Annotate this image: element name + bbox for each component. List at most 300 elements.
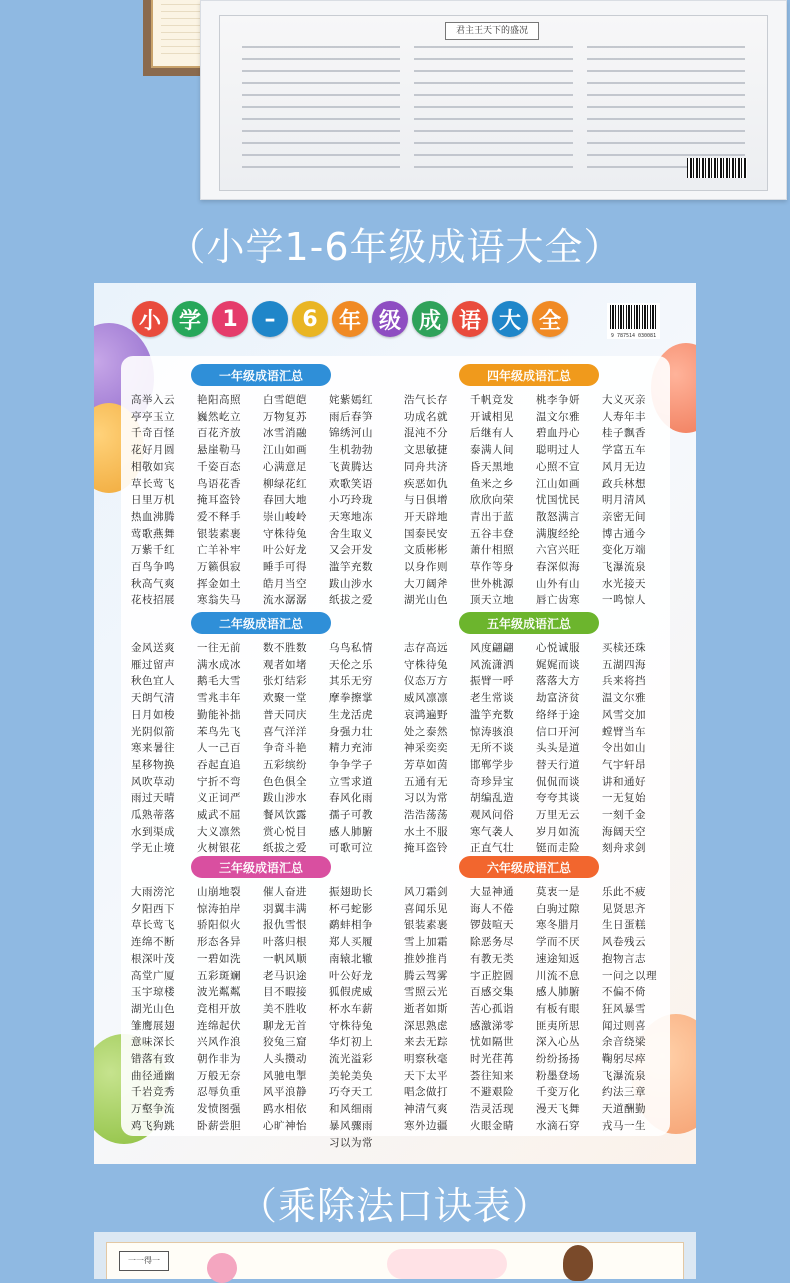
idiom-item: 美轮美奂 (329, 1069, 373, 1082)
idiom-item: 同舟共济 (404, 460, 448, 473)
idiom-item: 处之泰然 (404, 725, 448, 738)
idiom-item: 飞瀑流泉 (602, 1069, 646, 1082)
idiom-item: 风吹草动 (131, 775, 175, 788)
idiom-item: 巍然屹立 (197, 410, 241, 423)
idiom-item: 寒翁失马 (197, 594, 241, 607)
idiom-item: 纷纷扬扬 (536, 1053, 580, 1066)
idiom-item: 雪照云光 (404, 986, 448, 999)
idiom-item: 诲人不倦 (470, 902, 514, 915)
idiom-item: 皓月当空 (263, 577, 307, 590)
idiom-item: 习以为常 (329, 1136, 373, 1149)
idiom-item: 跋山涉水 (329, 577, 373, 590)
idiom-item: 一鸣惊人 (602, 594, 646, 607)
idiom-item: 流水潺潺 (263, 594, 307, 607)
idiom-item: 风刀霜剑 (404, 886, 448, 898)
idiom-item: 雨后春笋 (329, 410, 373, 423)
idiom-item: 悬崖勒马 (197, 444, 241, 457)
idiom-item: 五彩缤纷 (263, 758, 307, 771)
idiom-column (197, 392, 261, 609)
idiom-item: 习以为常 (404, 792, 448, 805)
idiom-item: 银装素裹 (197, 527, 241, 540)
idiom-column (404, 884, 468, 1135)
idiom-item: 水滴石穿 (536, 1119, 580, 1132)
idiom-item: 郑人买履 (329, 936, 373, 949)
idiom-column (536, 884, 600, 1135)
idiom-item: 聪明过人 (536, 444, 580, 457)
idiom-item: 温文尔雅 (536, 410, 580, 423)
idiom-item: 骄阳似火 (197, 919, 241, 932)
idiom-item: 惊涛拍岸 (197, 902, 241, 915)
title-char: 全 (532, 301, 568, 337)
idiom-item: 风卷残云 (602, 936, 646, 949)
idiom-item: 邯郸学步 (470, 758, 514, 771)
idiom-item: 老马识途 (263, 969, 307, 982)
idiom-column (329, 884, 393, 1151)
idiom-column (197, 640, 261, 857)
idiom-item: 朝作非为 (197, 1053, 241, 1066)
idiom-item: 来去无踪 (404, 1036, 448, 1049)
idiom-item: 普天同庆 (263, 708, 307, 721)
idiom-item: 宇正腔圆 (470, 969, 514, 982)
multiplication-poster-preview (94, 1232, 696, 1279)
idiom-item: 疾恶如仇 (404, 477, 448, 490)
idiom-item: 精力充沛 (329, 742, 373, 755)
idiom-item: 螳臂当车 (602, 725, 646, 738)
idiom-item: 一无复始 (602, 792, 646, 805)
idiom-item: 发愤图强 (197, 1103, 241, 1116)
idiom-item: 风平浪静 (263, 1086, 307, 1099)
idiom-item: 杯水车薪 (329, 1002, 373, 1015)
idiom-column (536, 640, 600, 857)
idiom-item: 六宫兴旺 (536, 544, 580, 557)
idiom-item: 意味深长 (131, 1036, 175, 1049)
idiom-grid (131, 392, 393, 609)
idiom-item: 冰雪消融 (263, 427, 307, 440)
idiom-item: 小巧玲珑 (329, 494, 373, 507)
idiom-grid (131, 640, 393, 857)
idiom-item: 根深叶茂 (131, 952, 175, 965)
idiom-item: 目不暇接 (263, 986, 307, 999)
idiom-item: 除恶务尽 (470, 936, 514, 949)
idiom-item: 火眼金睛 (470, 1119, 514, 1132)
idiom-item: 守株待兔 (404, 658, 448, 671)
idiom-item: 五谷丰登 (470, 527, 514, 540)
idiom-item: 报仇雪恨 (263, 919, 307, 932)
idiom-item: 白雪皑皑 (263, 394, 307, 406)
idiom-item: 叶公好龙 (329, 969, 373, 982)
idiom-item: 桃李争妍 (536, 394, 580, 406)
title-char: 级 (372, 301, 408, 337)
idiom-item: 亲密无间 (602, 510, 646, 523)
idiom-item: 振臂一呼 (470, 675, 514, 688)
idiom-item: 姹紫嫣红 (329, 394, 373, 406)
idiom-item: 水光接天 (602, 577, 646, 590)
idiom-item: 连绵不断 (131, 936, 175, 949)
barcode (607, 303, 660, 339)
girl-illustration-icon (563, 1245, 593, 1281)
idiom-item: 卧薪尝胆 (197, 1119, 241, 1132)
idiom-item: 兴风作浪 (197, 1036, 241, 1049)
decoration-banner (387, 1249, 507, 1279)
title-char: 大 (492, 301, 528, 337)
idiom-item: 万里无云 (536, 809, 580, 822)
idiom-item: 老生常谈 (470, 692, 514, 705)
title-char: 1 (212, 301, 248, 337)
idiom-item: 泰满人间 (470, 444, 514, 457)
idiom-item: 星移物换 (131, 758, 175, 771)
idiom-item: 鸥水相依 (263, 1103, 307, 1116)
idiom-item: 逝者如斯 (404, 1002, 448, 1015)
idiom-item: 满水成冰 (197, 658, 241, 671)
idiom-item: 万物复苏 (263, 410, 307, 423)
idiom-column (329, 392, 393, 609)
idiom-item: 人头攒动 (263, 1053, 307, 1066)
idiom-item: 狂风暴雪 (602, 1002, 646, 1015)
idiom-column (602, 884, 666, 1135)
idiom-item: 湖光山色 (131, 1002, 175, 1015)
idiom-item: 开诚相见 (470, 410, 514, 423)
idiom-item: 神采奕奕 (404, 742, 448, 755)
idiom-item: 岁月如流 (536, 825, 580, 838)
idiom-item: 见贤思齐 (602, 902, 646, 915)
idiom-item: 满腹经纶 (536, 527, 580, 540)
idiom-item: 唱念做打 (404, 1086, 448, 1099)
idiom-column (131, 640, 195, 857)
idiom-item: 信口开河 (536, 725, 580, 738)
idiom-item: 锦绣河山 (329, 427, 373, 440)
idiom-item: 振翅助长 (329, 886, 373, 898)
idiom-item: 侃侃而谈 (536, 775, 580, 788)
idiom-item: 舍生取义 (329, 527, 373, 540)
idiom-item: 立雪求道 (329, 775, 373, 788)
idiom-item: 其乐无穷 (329, 675, 373, 688)
idiom-item: 曲径通幽 (131, 1069, 175, 1082)
idiom-item: 欢歌笑语 (329, 477, 373, 490)
idiom-item: 仪态万方 (404, 675, 448, 688)
idiom-item: 速途知返 (536, 952, 580, 965)
idiom-item: 一碧如洗 (197, 952, 241, 965)
idiom-item: 争奇斗艳 (263, 742, 307, 755)
idiom-item: 昏天黑地 (470, 460, 514, 473)
idiom-item: 亡羊补牢 (197, 544, 241, 557)
idiom-item: 大义灭亲 (602, 394, 646, 406)
idiom-item: 火树银花 (197, 842, 241, 855)
idiom-item: 志存高远 (404, 642, 448, 654)
idiom-item: 一帆风顺 (263, 952, 307, 965)
idiom-item: 开天辟地 (404, 510, 448, 523)
title-char: – (252, 301, 288, 337)
idiom-item: 玉宇琼楼 (131, 986, 175, 999)
idiom-item: 雏鹰展翅 (131, 1019, 175, 1032)
idiom-item: 人一己百 (197, 742, 241, 755)
idiom-item: 余音绕梁 (602, 1036, 646, 1049)
idiom-item: 兵来将挡 (602, 675, 646, 688)
idiom-item: 国泰民安 (404, 527, 448, 540)
idiom-item: 心照不宣 (536, 460, 580, 473)
idiom-item: 变化万端 (602, 544, 646, 557)
idiom-item: 后继有人 (470, 427, 514, 440)
barcode-icon (687, 158, 747, 178)
idiom-item: 学而不厌 (536, 936, 580, 949)
idiom-item: 雨过天晴 (131, 792, 175, 805)
idiom-column (602, 392, 666, 609)
idiom-item: 江山如画 (536, 477, 580, 490)
idiom-item: 抱物言志 (602, 952, 646, 965)
idiom-item: 世外桃源 (470, 577, 514, 590)
idiom-item: 无所不谈 (470, 742, 514, 755)
idiom-item: 叶公好龙 (263, 544, 307, 557)
idiom-item: 春回大地 (263, 494, 307, 507)
idiom-item: 欣欣向荣 (470, 494, 514, 507)
idiom-item: 瓜熟蒂落 (131, 809, 175, 822)
idiom-item: 鹅毛大雪 (197, 675, 241, 688)
idiom-item: 连绵起伏 (197, 1019, 241, 1032)
idiom-item: 热血沸腾 (131, 510, 175, 523)
idiom-item: 千奇百怪 (131, 427, 175, 440)
idiom-item: 雪上加霜 (404, 936, 448, 949)
idiom-item: 鱼米之乡 (470, 477, 514, 490)
idiom-item: 令出如山 (602, 742, 646, 755)
idiom-item: 五通有无 (404, 775, 448, 788)
idiom-item: 约法三章 (602, 1086, 646, 1099)
idiom-item: 生日蛋糕 (602, 919, 646, 932)
idiom-item: 青出于蓝 (470, 510, 514, 523)
idiom-item: 雁过留声 (131, 658, 175, 671)
idiom-item: 叶落归根 (263, 936, 307, 949)
idiom-item: 乌鸟私情 (329, 642, 373, 654)
idiom-item: 竞相开放 (197, 1002, 241, 1015)
idiom-item: 络绎于途 (536, 708, 580, 721)
idiom-item: 以身作则 (404, 561, 448, 574)
idiom-item: 心悦诚服 (536, 642, 580, 654)
top-preview-area (0, 0, 790, 205)
idiom-item: 风流潇洒 (470, 658, 514, 671)
idiom-item: 夸夸其谈 (536, 792, 580, 805)
idiom-item: 千帆竞发 (470, 394, 514, 406)
idiom-item: 推妙推肖 (404, 952, 448, 965)
idiom-item: 守株待兔 (329, 1019, 373, 1032)
idiom-column (536, 392, 600, 609)
idiom-item: 湖光山色 (404, 594, 448, 607)
section-heading: 二年级成语汇总 (191, 612, 331, 634)
section-heading: 三年级成语汇总 (191, 856, 331, 878)
idiom-item: 百鸟争鸣 (131, 561, 175, 574)
idiom-item: 买椟还珠 (602, 642, 646, 654)
idiom-item: 雪兆丰年 (197, 692, 241, 705)
idiom-item: 亭亭玉立 (131, 410, 175, 423)
idiom-item: 苯鸟先飞 (197, 725, 241, 738)
idiom-item: 腾云驾雾 (404, 969, 448, 982)
idiom-item: 唇亡齿寒 (536, 594, 580, 607)
idiom-item: 流光溢彩 (329, 1053, 373, 1066)
idiom-item: 草作等身 (470, 561, 514, 574)
idiom-item: 威武不屈 (197, 809, 241, 822)
idiom-item: 身强力壮 (329, 725, 373, 738)
idiom-item: 又会开发 (329, 544, 373, 557)
idiom-item: 博古通今 (602, 527, 646, 540)
idiom-item: 宁折不弯 (197, 775, 241, 788)
idiom-grid (131, 884, 393, 1151)
idiom-item: 聊龙无首 (263, 1019, 307, 1032)
idiom-item: 餐风饮露 (263, 809, 307, 822)
idiom-column (263, 392, 327, 609)
idiom-item: 生机勃勃 (329, 444, 373, 457)
idiom-item: 与日俱增 (404, 494, 448, 507)
idiom-item: 柳绿花红 (263, 477, 307, 490)
idiom-item: 气宇轩昂 (602, 758, 646, 771)
idiom-item: 深入心丛 (536, 1036, 580, 1049)
idiom-item: 千变万化 (536, 1086, 580, 1099)
idiom-item: 川流不息 (536, 969, 580, 982)
idiom-item: 锣鼓喧天 (470, 919, 514, 932)
idiom-column (263, 640, 327, 857)
title-char: 学 (172, 301, 208, 337)
idiom-item: 秋高气爽 (131, 577, 175, 590)
idiom-item: 天道酬勤 (602, 1103, 646, 1116)
idiom-item: 粉墨登场 (536, 1069, 580, 1082)
idiom-item: 孺子可教 (329, 809, 373, 822)
idiom-item: 错落有致 (131, 1053, 175, 1066)
idiom-item: 海阔天空 (602, 825, 646, 838)
poster-title (132, 301, 568, 337)
idiom-item: 替天行道 (536, 758, 580, 771)
idiom-item: 艳阳高照 (197, 394, 241, 406)
idiom-column (470, 640, 534, 857)
idiom-item: 学无止境 (131, 842, 175, 855)
idiom-column (602, 640, 666, 857)
idiom-item: 催人奋进 (263, 886, 307, 898)
idiom-item: 戎马一生 (602, 1119, 646, 1132)
idiom-item: 浩灵活现 (470, 1103, 514, 1116)
idiom-item: 春风化雨 (329, 792, 373, 805)
idiom-item: 欢聚一堂 (263, 692, 307, 705)
idiom-item: 睡手可得 (263, 561, 307, 574)
idiom-item: 风月无边 (602, 460, 646, 473)
idiom-item: 争争学子 (329, 758, 373, 771)
idiom-item: 浩浩荡荡 (404, 809, 448, 822)
idiom-item: 和风细雨 (329, 1103, 373, 1116)
idiom-item: 心旷神怡 (263, 1119, 307, 1132)
idiom-item: 相敬如宾 (131, 460, 175, 473)
idiom-item: 山外有山 (536, 577, 580, 590)
title-char: 6 (292, 301, 328, 337)
idiom-item: 奇珍异宝 (470, 775, 514, 788)
idiom-item: 美不胜收 (263, 1002, 307, 1015)
idiom-column (197, 884, 261, 1151)
idiom-item: 滥竽充数 (470, 708, 514, 721)
idiom-item: 花好月圆 (131, 444, 175, 457)
caption-idioms: （小学1-6年级成语大全） (167, 225, 623, 269)
idiom-column (470, 392, 534, 609)
idiom-item: 芳草如茵 (404, 758, 448, 771)
title-char: 成 (412, 301, 448, 337)
idiom-item: 威风凛凛 (404, 692, 448, 705)
idiom-item: 鞠躬尽瘁 (602, 1053, 646, 1066)
idiom-item: 吞起直追 (197, 758, 241, 771)
idiom-item: 生龙活虎 (329, 708, 373, 721)
idiom-item: 劫富济贫 (536, 692, 580, 705)
idiom-item: 有教无类 (470, 952, 514, 965)
idiom-item: 铤而走险 (536, 842, 580, 855)
idiom-item: 头头是道 (536, 742, 580, 755)
idiom-item: 一问之以理 (602, 969, 657, 982)
idiom-item: 羽翼丰满 (263, 902, 307, 915)
idiom-item: 飞瀑流泉 (602, 561, 646, 574)
idiom-item: 寒外边疆 (404, 1119, 448, 1132)
idiom-item: 摩拳擦掌 (329, 692, 373, 705)
idiom-item: 忍辱负重 (197, 1086, 241, 1099)
section-heading: 四年级成语汇总 (459, 364, 599, 386)
idiom-item: 千姿百态 (197, 460, 241, 473)
idiom-item: 忧国忧民 (536, 494, 580, 507)
idiom-item: 寒来暑往 (131, 742, 175, 755)
idiom-item: 观者如堵 (263, 658, 307, 671)
idiom-item: 日月如梭 (131, 708, 175, 721)
idiom-item: 喜气洋洋 (263, 725, 307, 738)
idiom-item: 五彩斑斓 (197, 969, 241, 982)
idiom-item: 明察秋毫 (404, 1053, 448, 1066)
idiom-item: 顶天立地 (470, 594, 514, 607)
title-char: 小 (132, 301, 168, 337)
idiom-item: 纸拔之爱 (263, 842, 307, 855)
right-poster-title: 君主王天下的盛况 (445, 22, 539, 40)
idiom-item: 万籁俱寂 (197, 561, 241, 574)
idiom-item: 观风问俗 (470, 809, 514, 822)
caption-multiplication: （乘除法口诀表） (238, 1184, 551, 1228)
idiom-item: 时光荏苒 (470, 1053, 514, 1066)
idiom-item: 心满意足 (263, 460, 307, 473)
idiom-item: 漫天飞舞 (536, 1103, 580, 1116)
idiom-item: 匪夷所思 (536, 1019, 580, 1032)
barcode-number: 9 787514 030081 (610, 333, 657, 339)
idiom-item: 狐假虎威 (329, 986, 373, 999)
title-char: 年 (332, 301, 368, 337)
idiom-grid (404, 640, 666, 857)
idiom-item: 人寿年丰 (602, 410, 646, 423)
idiom-item: 碧血丹心 (536, 427, 580, 440)
idiom-item: 深思熟虑 (404, 1019, 448, 1032)
idiom-item: 鹬蚌相争 (329, 919, 373, 932)
idiom-item: 一刻千金 (602, 809, 646, 822)
idiom-item: 赏心悦目 (263, 825, 307, 838)
idiom-item: 高举入云 (131, 394, 175, 406)
idiom-item: 纸拔之爱 (329, 594, 373, 607)
idiom-item: 有板有眼 (536, 1002, 580, 1015)
idiom-card (121, 356, 670, 1149)
idiom-item: 莺歌燕舞 (131, 527, 175, 540)
idiom-item: 风度翩翩 (470, 642, 514, 654)
idiom-item: 娓娓而谈 (536, 658, 580, 671)
idiom-item: 落落大方 (536, 675, 580, 688)
idiom-item: 寒冬腊月 (536, 919, 580, 932)
idiom-item: 可歌可泣 (329, 842, 373, 855)
idiom-item: 万壑争流 (131, 1103, 175, 1116)
idiom-item: 水土不服 (404, 825, 448, 838)
idiom-item: 感激涕零 (470, 1019, 514, 1032)
idiom-item: 草长莺飞 (131, 919, 175, 932)
idiom-item: 大刀阔斧 (404, 577, 448, 590)
idiom-item: 乐此不疲 (602, 886, 646, 898)
idiom-item: 色色俱全 (263, 775, 307, 788)
idiom-grid (404, 392, 666, 609)
idiom-item: 波光粼粼 (197, 986, 241, 999)
idiom-item: 功成名就 (404, 410, 448, 423)
idiom-item: 百花齐放 (197, 427, 241, 440)
idiom-item: 寒气袭人 (470, 825, 514, 838)
idiom-item: 大雨滂沱 (131, 886, 175, 898)
idiom-item: 鸡飞狗跳 (131, 1119, 175, 1132)
idiom-column (404, 392, 468, 609)
